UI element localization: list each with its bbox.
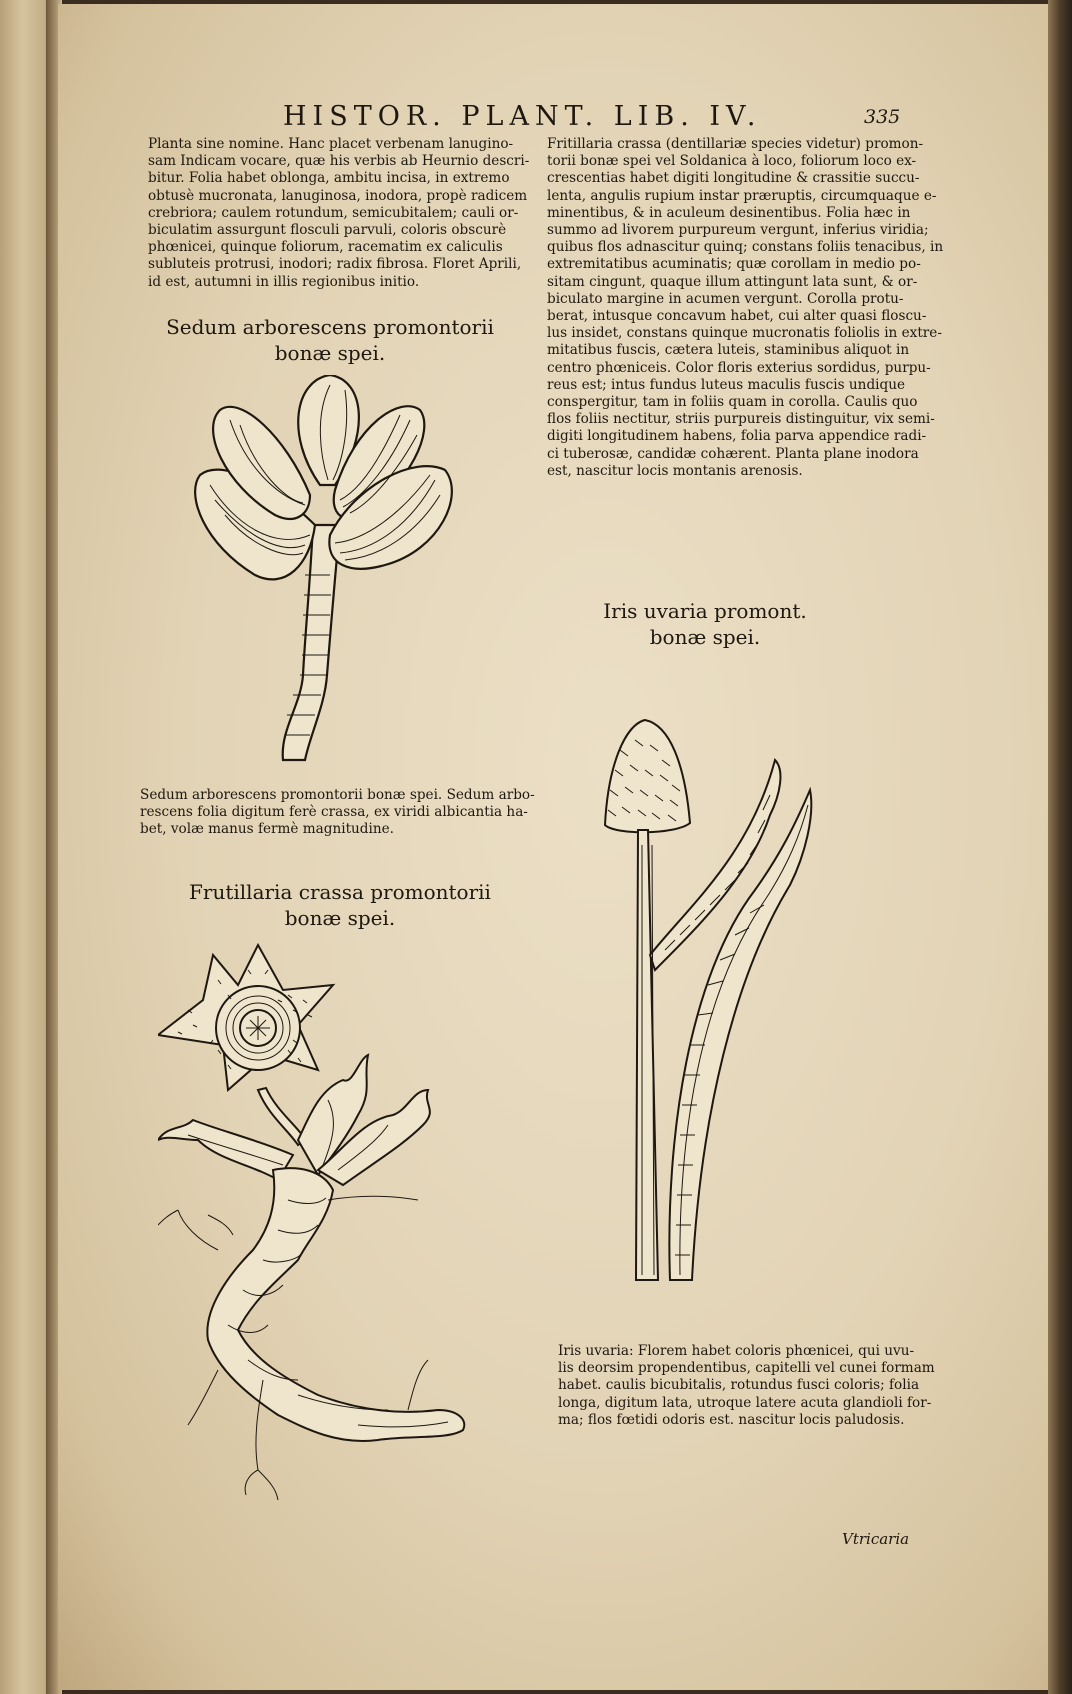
page-edge-shadow — [1048, 0, 1072, 1694]
text-line: ma; flos fœtidi odoris est. nascitur locis paludosis. — [558, 1411, 905, 1428]
text-line: centro phœniceis. Color floris exterius sordidus, purpu- — [547, 359, 931, 376]
text-line: Iris uvaria: Florem habet coloris phœnicei, qui uvu- — [558, 1343, 915, 1359]
text-line: digiti longitudinem habens, folia parva appendice radi- — [547, 428, 927, 445]
page-number: 335 — [864, 106, 901, 128]
caption-line: Sedum arborescens promontorii — [166, 315, 494, 339]
text-line: Sedum arborescens promontorii bonæ spei. Sedum arbo- — [140, 787, 535, 803]
text-line: Planta sine nomine. Hanc placet verbenam lanugino- — [148, 136, 514, 152]
text-line: summo ad livorem purpureum vergunt, inferius viridia; — [547, 222, 929, 239]
text-line: minentibus, & in aculeum desinentibus. Folia hæc in — [547, 204, 911, 221]
text-line: crescentias habet digiti longitudine & crassitie succu- — [547, 170, 920, 187]
text-line: est, nascitur locis montanis arenosis. — [547, 462, 803, 479]
catchword: Vtricaria — [842, 1530, 910, 1548]
text-line: biculato margine in acumen vergunt. Corolla protu- — [547, 290, 904, 307]
text-line: subluteis protrusi, inodori; radix fibrosa. Floret Aprili, — [148, 256, 522, 273]
text-line: berat, intusque concavum habet, cui alter quasi floscu- — [547, 308, 927, 325]
caption-line: Frutillaria crassa promontorii — [189, 880, 491, 904]
text-line: sam Indicam vocare, quæ his verbis ab Heurnio descri- — [148, 153, 530, 170]
text-line: flos foliis nectitur, striis purpureis distinguitur, vix semi- — [547, 411, 935, 428]
iris-illustration — [600, 715, 850, 1285]
caption-line: Iris uvaria promont. — [603, 599, 807, 623]
sedum-illustration — [185, 375, 465, 765]
sedum-description — [140, 787, 535, 839]
caption-line: bonæ spei. — [649, 625, 761, 649]
text-line: biculatim assurgunt flosculi parvuli, coloris obscurè — [148, 222, 507, 239]
text-line: phœnicei, quinque foliorum, racematim ex caliculis — [148, 239, 503, 256]
text-line: torii bonæ spei vel Soldanica à loco, foliorum loco ex- — [547, 153, 917, 170]
frutillaria-illustration — [158, 940, 498, 1540]
text-line: obtusè mucronata, lanuginosa, inodora, propè radicem — [148, 187, 528, 204]
text-line: sitam cingunt, quaque illum attingunt lata sunt, & or- — [547, 273, 918, 290]
caption-line: bonæ spei. — [284, 906, 396, 930]
sedum-figure-caption — [160, 314, 500, 366]
text-line: lus insidet, constans quinque mucronatis foliolis in extre- — [547, 325, 942, 342]
right-column-text — [547, 136, 943, 480]
text-line: rescens folia digitum ferè crassa, ex viridi albicantia ha- — [140, 804, 528, 821]
text-line: reus est; intus fundus luteus maculis fuscis undique — [547, 376, 905, 393]
text-line: Fritillaria crassa (dentillariæ species videtur) promon- — [547, 136, 924, 152]
iris-figure-caption — [590, 598, 820, 650]
text-line: extremitatibus acuminatis; quæ corollam in medio po- — [547, 256, 921, 273]
text-line: longa, digitum lata, utroque latere acuta glandioli for- — [558, 1394, 932, 1411]
text-line: id est, autumni in illis regionibus initio. — [148, 273, 420, 290]
text-line: bitur. Folia habet oblonga, ambitu incisa, in extremo — [148, 170, 510, 187]
running-title: HISTOR. PLANT. LIB. IV. — [283, 101, 762, 132]
iris-description — [558, 1343, 935, 1429]
text-line: lenta, angulis rupium instar præruptis, circumquaque e- — [547, 187, 937, 204]
text-line: lis deorsim propendentibus, capitelli vel cunei formam — [558, 1360, 935, 1377]
left-column-text — [148, 136, 529, 291]
text-line: crebriora; caulem rotundum, semicubitalem; cauli or- — [148, 204, 519, 221]
text-line: ci tuberosæ, candidæ cohærent. Planta plane inodora — [547, 445, 919, 462]
text-line: habet. caulis bicubitalis, rotundus fusci coloris; folia — [558, 1377, 920, 1394]
text-line: quibus flos adnascitur quinq; constans foliis tenacibus, in — [547, 239, 944, 256]
caption-line: bonæ spei. — [274, 341, 386, 365]
text-line: bet, volæ manus fermè magnitudine. — [140, 821, 394, 838]
text-line: conspergitur, tam in foliis quam in corolla. Caulis quo — [547, 394, 918, 411]
text-line: mitatibus fuscis, cætera luteis, staminibus aliquot in — [547, 342, 910, 359]
frutillaria-figure-caption — [160, 879, 520, 931]
